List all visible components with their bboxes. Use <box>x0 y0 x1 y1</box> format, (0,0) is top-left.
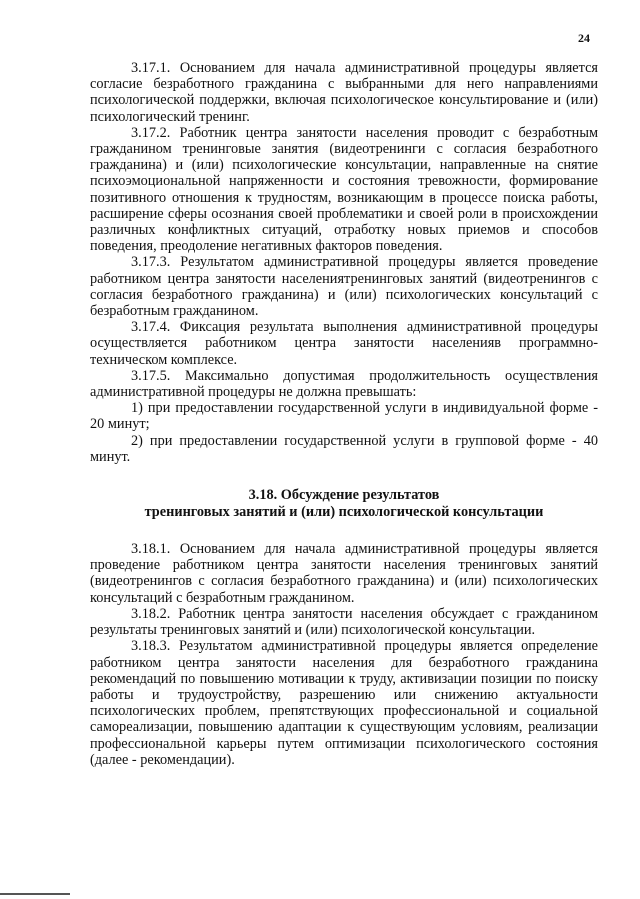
document-body <box>90 60 598 768</box>
paragraph-3-17-2: 3.17.2. Работник центра занятости населения проводит с безработным гражданином тренинговые занятия (видеотренинги с согласия безработного гражданина) и (или) психологические консультации, направленные на снятие психоэмоциональной напряженности и состояния тревожности, формирование позитивного отношения к трудностям, возникающим в процессе поиска работы, расширение сферы осознания своей проблематики и своей роли в происхождении различных конфликтных ситуаций, отработку новых приемов и способов поведения, преодоление негативных факторов поведения. <box>90 124 598 255</box>
section-heading-line-2: тренинговых занятий и (или) психологической консультации <box>144 504 544 521</box>
paragraph-3-17-3: 3.17.3. Результатом административной процедуры является проведение работником центра занятости населениятренинговых занятий (видеотренингов с согласия безработного гражданина) и (или) психологических консультаций с безработным гражданином. <box>90 254 598 320</box>
list-item-group: 2) при предоставлении государственной услуги в групповой форме - 40 минут. <box>90 432 598 465</box>
scan-edge-mark <box>0 893 70 895</box>
paragraph-3-17-5: 3.17.5. Максимально допустимая продолжительность осуществления административной процедуры не должна превышать: <box>90 367 598 401</box>
section-heading-line-1: 3.18. Обсуждение результатов <box>248 487 440 504</box>
list-item-individual: 1) при предоставлении государственной услуги в индивидуальной форме - 20 минут; <box>90 400 598 433</box>
paragraph-3-17-4: 3.17.4. Фиксация результата выполнения административной процедуры осуществляется работником центра занятости населенияв программно-техническом комплексе. <box>90 319 598 368</box>
paragraph-3-18-2: 3.18.2. Работник центра занятости населения обсуждает с гражданином результаты тренинговых занятий и (или) психологической консультации. <box>90 605 598 639</box>
paragraph-3-17-1: 3.17.1. Основанием для начала административной процедуры является согласие безработного гражданина с выбранными для него направлениями психологической поддержки, включая психологическое консультирование и (или) психологический тренинг. <box>90 60 598 125</box>
paragraph-3-18-1: 3.18.1. Основанием для начала административной процедуры является проведение работником центра занятости населения тренинговых занятий (видеотренингов с согласия безработного гражданина) и (или) психологических консультаций с безработным гражданином. <box>90 541 598 606</box>
section-heading-3-18 <box>90 487 598 521</box>
page-number: 24 <box>578 31 590 45</box>
paragraph-3-18-3: 3.18.3. Результатом административной процедуры является определение работником центра занятости населения для безработного гражданина рекомендаций по повышению мотивации к труду, активизации позиции по поиску работы и трудоустройству, разрешению или снижению актуальности психологических проблем, препятствующих профессиональной и социальной самореализации, повышению адаптации к существующим условиям, реализации профессиональной карьеры путем оптимизации психологического состояния (далее - рекомендации). <box>90 638 598 768</box>
